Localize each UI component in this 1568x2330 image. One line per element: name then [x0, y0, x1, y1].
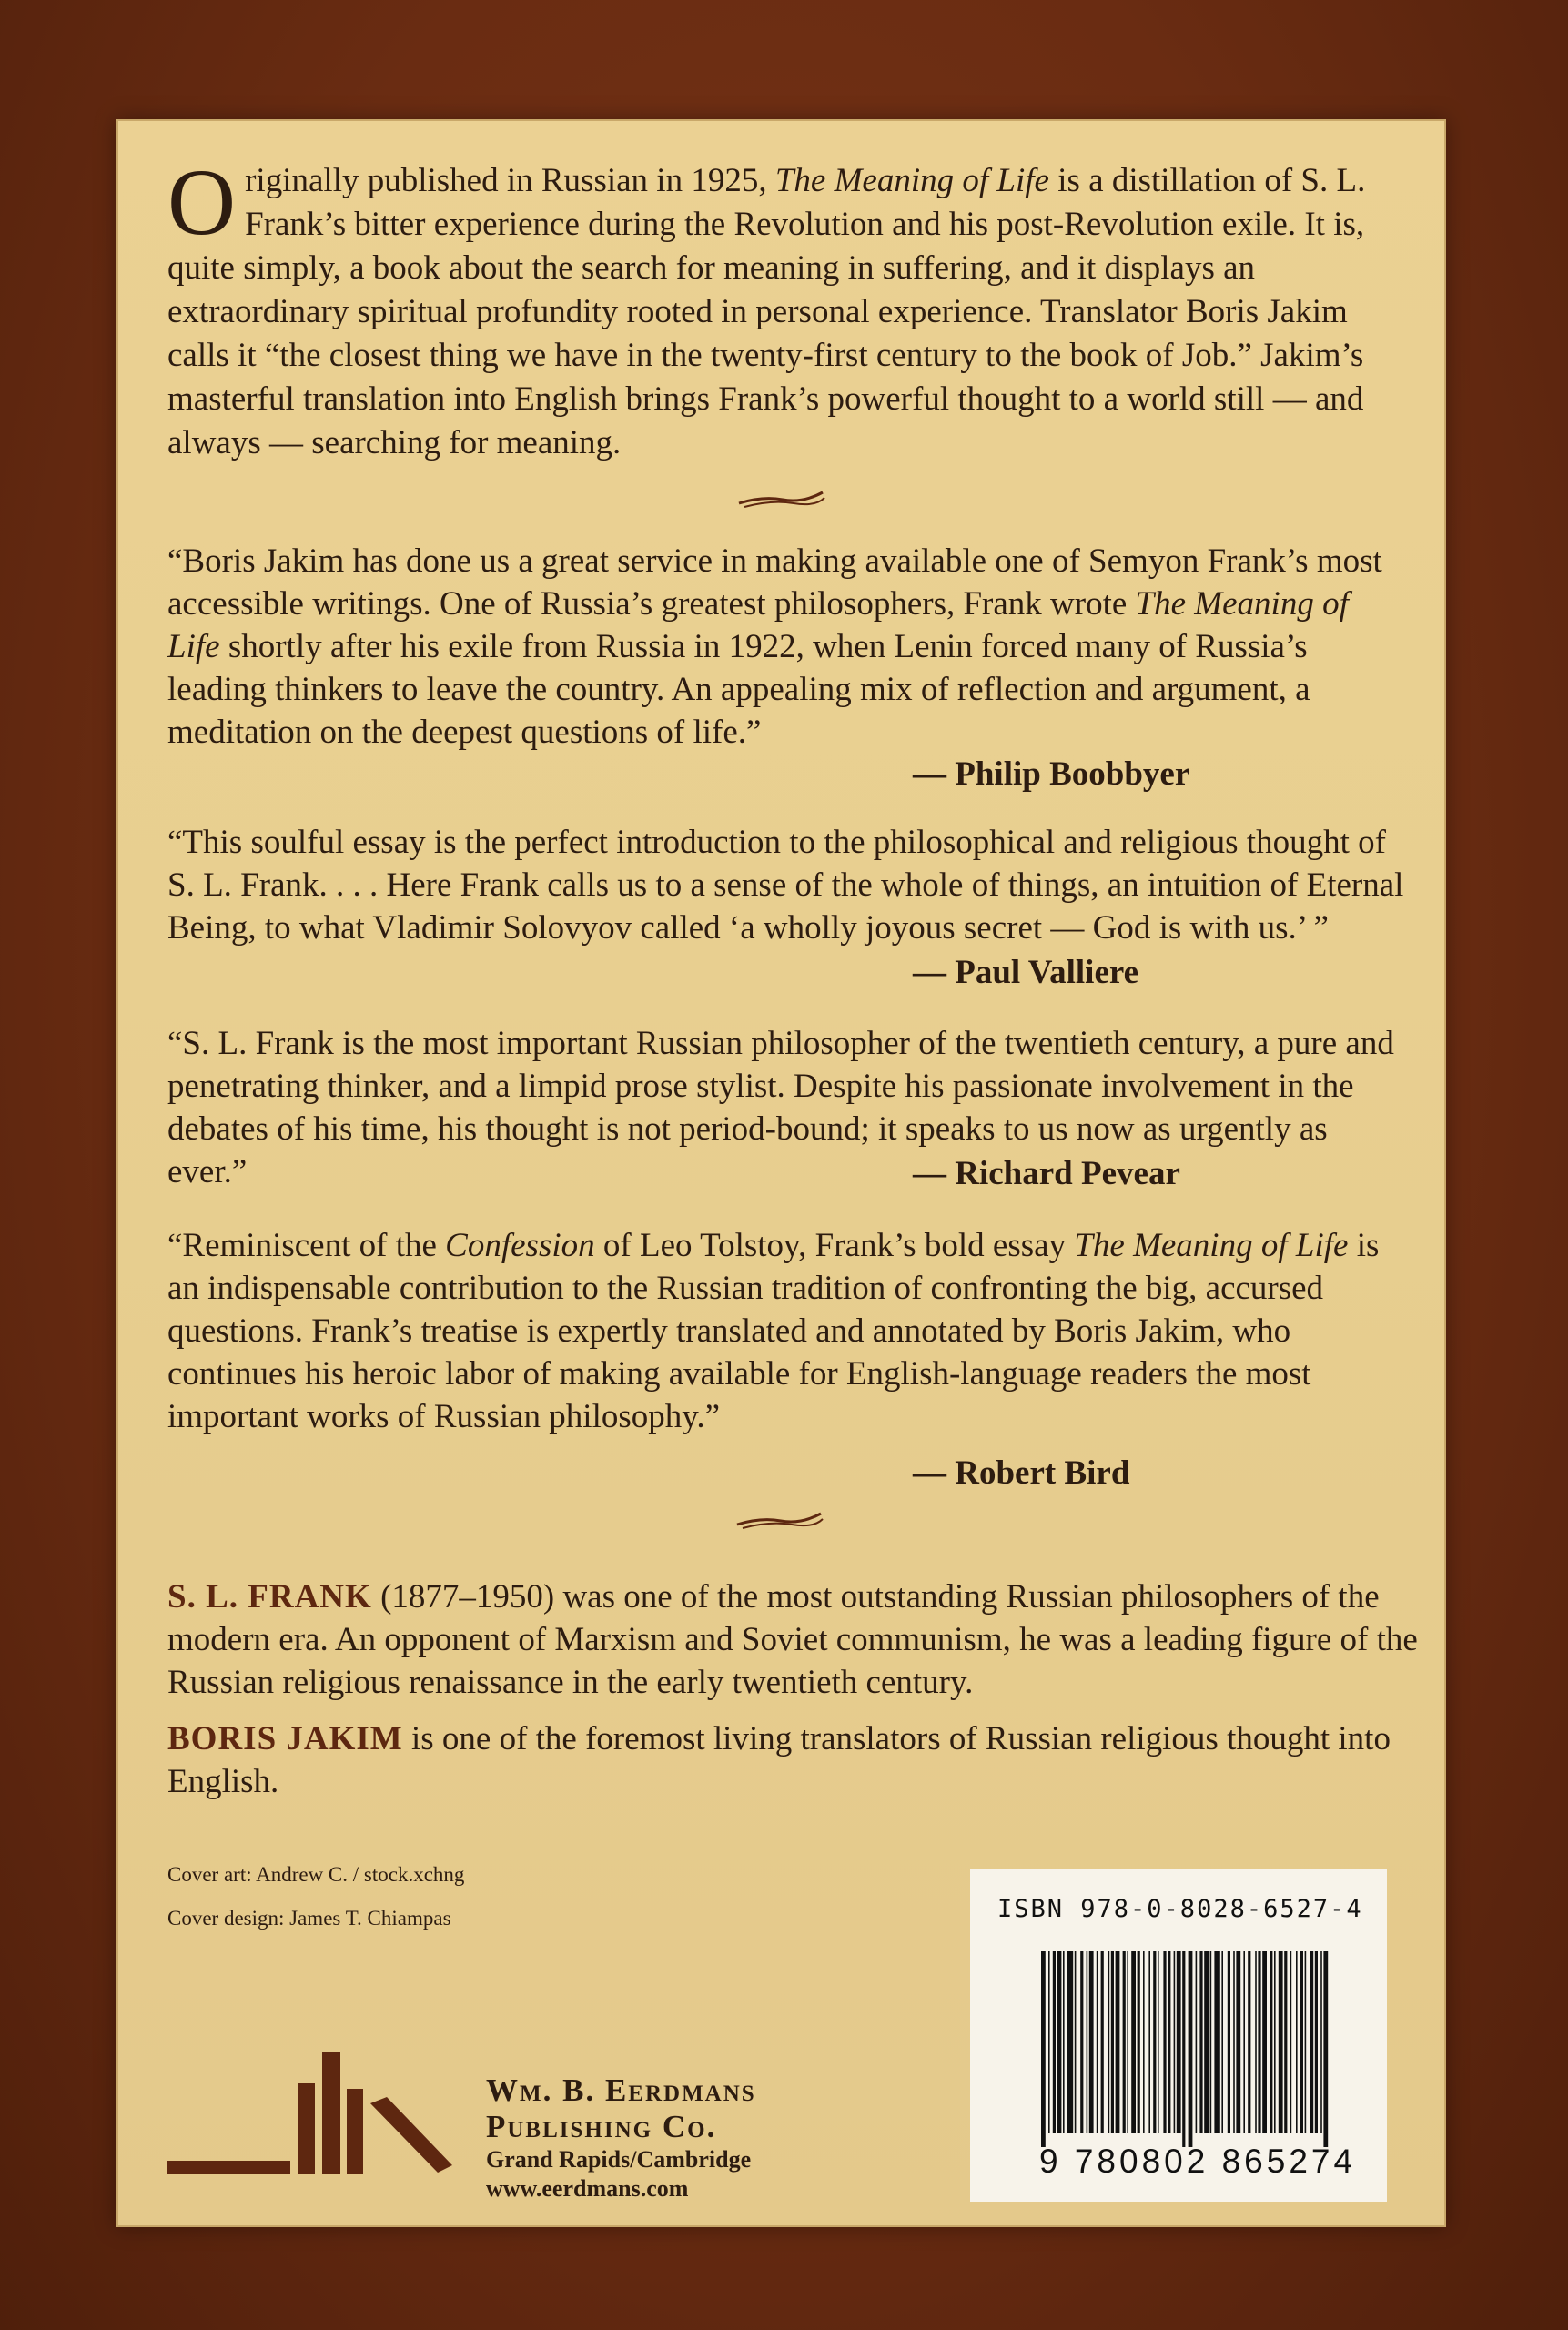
endorsement-title: The Meaning of Life: [167, 585, 1349, 665]
barcode-bar: [1320, 1951, 1322, 2133]
endorsement-pevear: [167, 1022, 1405, 1193]
cover-art-credit: Cover art: Andrew C. / stock.xchng: [167, 1863, 465, 1886]
ornament-divider-icon: [735, 483, 826, 511]
barcode-bar: [1315, 1951, 1318, 2133]
barcode-bar: [1258, 1951, 1260, 2133]
endorsement-text: “Boris Jakim has done us a great service in making available one of Semyon Frank’s most accessible writings. One of Russia’s greatest philosophers, Frank wrote: [167, 542, 1382, 623]
barcode-bar: [1196, 1951, 1198, 2133]
barcode-bar: [1214, 1951, 1219, 2133]
barcode-bar: [1067, 1951, 1073, 2133]
barcode-bar: [1243, 1951, 1245, 2133]
back-cover-panel: [116, 119, 1446, 2227]
description-text-1: riginally published in Russian in 1925,: [245, 162, 775, 199]
barcode-bar: [1131, 1951, 1136, 2133]
barcode-digits: 9 780802 865274: [1039, 2143, 1357, 2180]
barcode-bar: [1199, 1951, 1202, 2133]
barcode-bar: [1284, 1951, 1287, 2133]
endorsement-author: — Paul Valliere: [913, 954, 1139, 991]
barcode-bar: [1111, 1951, 1114, 2133]
barcode-bar: [1236, 1951, 1240, 2133]
endorsement-author: — Robert Bird: [913, 1454, 1130, 1492]
barcode-bar: [1305, 1951, 1307, 2133]
barcode-bar: [1210, 1951, 1212, 2133]
barcode-bar: [1108, 1951, 1110, 2133]
cover-design-credit: Cover design: James T. Chiampas: [167, 1907, 451, 1930]
book-title: The Meaning of Life: [774, 162, 1049, 199]
endorsement-text: “This soulful essay is the perfect introduction to the philosophical and religious thought of S. L. Frank. . . . Here Frank calls us to a sense of the whole of things, an intuition of Eternal Being, to what Vladimir Solovyov called ‘a wholly joyous secret — God is with us.’ ”: [167, 824, 1404, 947]
endorsement-title: Confession: [445, 1227, 595, 1264]
endorsement-text: of Leo Tolstoy, Frank’s bold essay: [594, 1227, 1075, 1264]
barcode-bar: [1158, 1951, 1159, 2133]
barcode-bar: [1101, 1951, 1104, 2133]
barcode-bar: [1262, 1951, 1267, 2133]
publisher-website: www.eerdmans.com: [486, 2175, 689, 2202]
barcode-bar: [1097, 1951, 1098, 2133]
book-description: [167, 150, 1405, 465]
barcode-bar: [1041, 1951, 1046, 2147]
isbn-label: ISBN 978-0-8028-6527-4: [997, 1895, 1363, 1923]
barcode-bar: [1221, 1951, 1223, 2133]
bio-jakim: [167, 1717, 1423, 1803]
barcode-icon: [1041, 1951, 1329, 2156]
endorsement-text: is an indispensable contribution to the Russian tradition of confronting the big, accursed questions. Frank’s treatise is expertly translated and annotated by Boris Jakim, who continues his heroic labor of making available for English-language readers the most important works of Russian philosophy.”: [167, 1227, 1380, 1435]
endorsement-title: The Meaning of Life: [1074, 1227, 1349, 1264]
endorsement-text: “S. L. Frank is the most important Russian philosopher of the twentieth century, a pure and penetrating thinker, and a limpid prose stylist. Despite his passionate involvement in the debates of his time, his thought is not period-bound; it speaks to us now as urgently as ever.”: [167, 1025, 1394, 1190]
drop-cap: O: [167, 150, 237, 255]
barcode-bar: [1296, 1951, 1298, 2133]
barcode-bar: [1174, 1951, 1176, 2133]
barcode-bar: [1274, 1951, 1276, 2133]
publisher-logo-icon: [167, 2047, 453, 2174]
barcode-bar: [1048, 1951, 1050, 2133]
ornament-divider-icon: [733, 1504, 824, 1532]
barcode-bar: [1248, 1951, 1250, 2133]
endorsement-author: — Philip Boobbyer: [913, 755, 1190, 793]
author-name: S. L. FRANK: [167, 1578, 372, 1616]
publisher-info: [486, 2072, 756, 2203]
barcode-bar: [1168, 1951, 1170, 2133]
isbn-barcode-box: [970, 1869, 1387, 2202]
barcode-bar: [1143, 1951, 1145, 2133]
barcode-bar: [1123, 1951, 1126, 2133]
barcode-bar: [1189, 1951, 1193, 2147]
barcode-bar: [1148, 1951, 1150, 2133]
bio-frank: [167, 1575, 1423, 1704]
publisher-name-line1: Wm. B. Eerdmans: [486, 2072, 756, 2108]
description-text-2: is a distillation of S. L. Frank’s bitter experience during the Revolution and his post-Revolution exile. It is, quite simply, a book about the search for meaning in suffering, and it displays an extraordinary spiritual profundity rooted in personal experience. Translator Boris Jakim calls it “the closest thing we have in the twenty-first century to the book of Job.” Jakim’s masterful translation into English brings Frank’s powerful thought to a world still — and always — searching for meaning.: [167, 162, 1366, 461]
endorsement-author: — Richard Pevear: [913, 1155, 1180, 1192]
barcode-bar: [1323, 1951, 1328, 2147]
barcode-bar: [1290, 1951, 1292, 2133]
barcode-bar: [1310, 1951, 1313, 2133]
barcode-bar: [1063, 1951, 1065, 2133]
publisher-name-line2: Publishing Co.: [486, 2109, 717, 2144]
barcode-bar: [1089, 1951, 1094, 2133]
barcode-bar: [1177, 1951, 1181, 2133]
barcode-bar: [1087, 1951, 1088, 2133]
barcode-bar: [1300, 1951, 1303, 2133]
endorsement-text: shortly after his exile from Russia in 1922, when Lenin forced many of Russia’s leading thinkers to leave the country. An appealing mix of reflection and argument, a meditation on the deepest questions of life.”: [167, 628, 1310, 751]
barcode-bar: [1228, 1951, 1230, 2133]
barcode-bar: [1138, 1951, 1140, 2133]
barcode-bar: [1053, 1951, 1056, 2133]
endorsement-valliere: [167, 821, 1405, 949]
barcode-bar: [1204, 1951, 1209, 2133]
bio-text: is one of the foremost living translators of Russian religious thought into English.: [167, 1720, 1391, 1800]
barcode-bar: [1182, 1951, 1185, 2147]
barcode-bar: [1163, 1951, 1166, 2133]
barcode-bar: [1153, 1951, 1156, 2133]
barcode-bar: [1270, 1951, 1272, 2133]
endorsement-bird: [167, 1224, 1405, 1438]
barcode-bar: [1233, 1951, 1235, 2133]
barcode-bar: [1127, 1951, 1128, 2133]
barcode-bar: [1057, 1951, 1062, 2133]
barcode-bar: [1255, 1951, 1257, 2133]
translator-name: BORIS JAKIM: [167, 1720, 403, 1758]
barcode-bar: [1279, 1951, 1283, 2133]
endorsement-text: “Reminiscent of the: [167, 1227, 446, 1264]
barcode-bar: [1080, 1951, 1083, 2133]
barcode-bar: [1116, 1951, 1120, 2133]
publisher-place: Grand Rapids/Cambridge: [486, 2146, 752, 2173]
barcode-bar: [1075, 1951, 1077, 2133]
bio-text: (1877–1950) was one of the most outstanding Russian philosophers of the modern era. An opponent of Marxism and Soviet communism, he was a leading figure of the Russian religious renaissance in the early twentieth century.: [167, 1578, 1418, 1701]
endorsement-boobbyer: [167, 540, 1405, 754]
